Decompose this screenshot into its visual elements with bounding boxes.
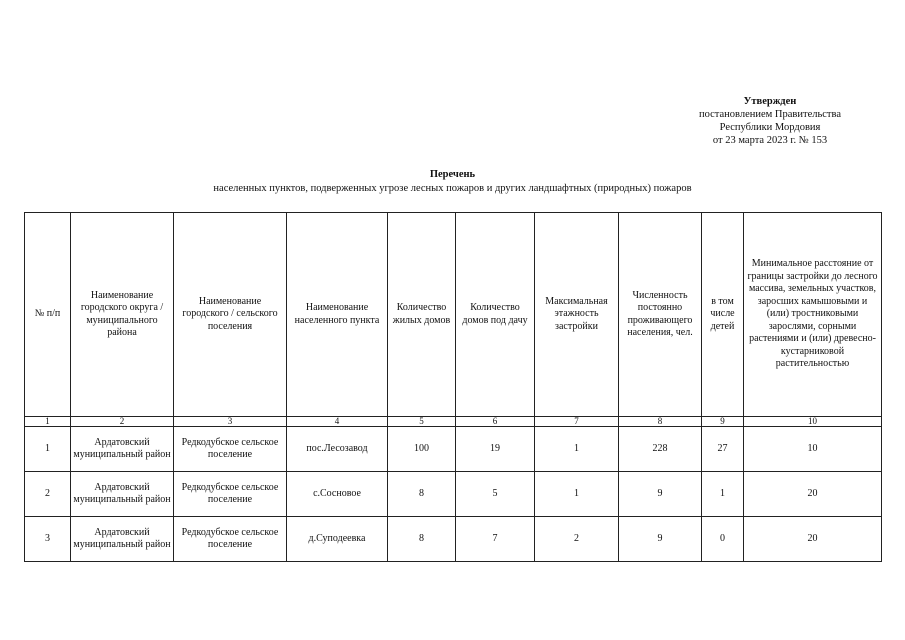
max-floors-cell: 2 bbox=[535, 517, 619, 562]
locality-cell: пос.Лесозавод bbox=[287, 427, 388, 472]
table-row bbox=[25, 517, 882, 562]
document-subtitle: населенных пунктов, подверженных угрозе лесных пожаров и других ландшафтных (природных) пожаров bbox=[213, 183, 692, 194]
document-title: Перечень bbox=[429, 169, 476, 180]
column-header: Наименование городского / сельского поселения bbox=[174, 213, 287, 417]
approval-title: Утвержден bbox=[743, 96, 797, 107]
district-cell: Ардатовский муниципальный район bbox=[71, 427, 174, 472]
children-cell: 0 bbox=[702, 517, 744, 562]
population-cell: 9 bbox=[619, 517, 702, 562]
column-header: Численность постоянно проживающего населения, чел. bbox=[619, 213, 702, 417]
population-cell: 228 bbox=[619, 427, 702, 472]
column-header: № п/п bbox=[25, 213, 71, 417]
min-distance-cell: 10 bbox=[744, 427, 882, 472]
houses-cell: 8 bbox=[388, 472, 456, 517]
table-row bbox=[25, 472, 882, 517]
approval-line-1: постановлением Правительства bbox=[698, 109, 841, 120]
children-cell: 1 bbox=[702, 472, 744, 517]
locality-cell: д.Суподеевка bbox=[287, 517, 388, 562]
column-number: 8 bbox=[619, 417, 702, 427]
column-number-row bbox=[25, 417, 882, 427]
column-header: Минимальное расстояние от границы застройки до лесного массива, земельных участков, заросших камышовыми и (или) тростниковыми зарослями, сорными растениями и (или) древесно-кустарниковой растительностью bbox=[744, 213, 882, 417]
houses-cell: 8 bbox=[388, 517, 456, 562]
column-number: 5 bbox=[388, 417, 456, 427]
settlement-cell: Редкодубское сельское поселение bbox=[174, 427, 287, 472]
column-number: 10 bbox=[744, 417, 882, 427]
dacha-houses-cell: 7 bbox=[456, 517, 535, 562]
max-floors-cell: 1 bbox=[535, 472, 619, 517]
population-cell: 9 bbox=[619, 472, 702, 517]
min-distance-cell: 20 bbox=[744, 517, 882, 562]
column-number: 4 bbox=[287, 417, 388, 427]
column-number: 7 bbox=[535, 417, 619, 427]
settlement-cell: Редкодубское сельское поселение bbox=[174, 517, 287, 562]
document-heading bbox=[0, 168, 905, 196]
column-header: Максимальная этажность застройки bbox=[535, 213, 619, 417]
column-header: в том числе детей bbox=[702, 213, 744, 417]
children-cell: 27 bbox=[702, 427, 744, 472]
settlement-cell: Редкодубское сельское поселение bbox=[174, 472, 287, 517]
column-number: 3 bbox=[174, 417, 287, 427]
column-number: 2 bbox=[71, 417, 174, 427]
row-number-cell: 3 bbox=[25, 517, 71, 562]
column-number: 6 bbox=[456, 417, 535, 427]
column-header: Наименование населенного пункта bbox=[287, 213, 388, 417]
district-cell: Ардатовский муниципальный район bbox=[71, 517, 174, 562]
dacha-houses-cell: 5 bbox=[456, 472, 535, 517]
column-number: 9 bbox=[702, 417, 744, 427]
table-row bbox=[25, 427, 882, 472]
column-header: Количество жилых домов bbox=[388, 213, 456, 417]
row-number-cell: 2 bbox=[25, 472, 71, 517]
settlements-table bbox=[24, 212, 882, 562]
locality-cell: с.Сосновое bbox=[287, 472, 388, 517]
min-distance-cell: 20 bbox=[744, 472, 882, 517]
approval-line-3: от 23 марта 2023 г. № 153 bbox=[712, 135, 828, 146]
column-number: 1 bbox=[25, 417, 71, 427]
row-number-cell: 1 bbox=[25, 427, 71, 472]
table-header-row bbox=[25, 213, 882, 417]
approval-block bbox=[640, 95, 900, 147]
district-cell: Ардатовский муниципальный район bbox=[71, 472, 174, 517]
approval-line-2: Республики Мордовия bbox=[719, 122, 821, 133]
dacha-houses-cell: 19 bbox=[456, 427, 535, 472]
column-header: Наименование городского округа / муниципального района bbox=[71, 213, 174, 417]
houses-cell: 100 bbox=[388, 427, 456, 472]
column-header: Количество домов под дачу bbox=[456, 213, 535, 417]
max-floors-cell: 1 bbox=[535, 427, 619, 472]
